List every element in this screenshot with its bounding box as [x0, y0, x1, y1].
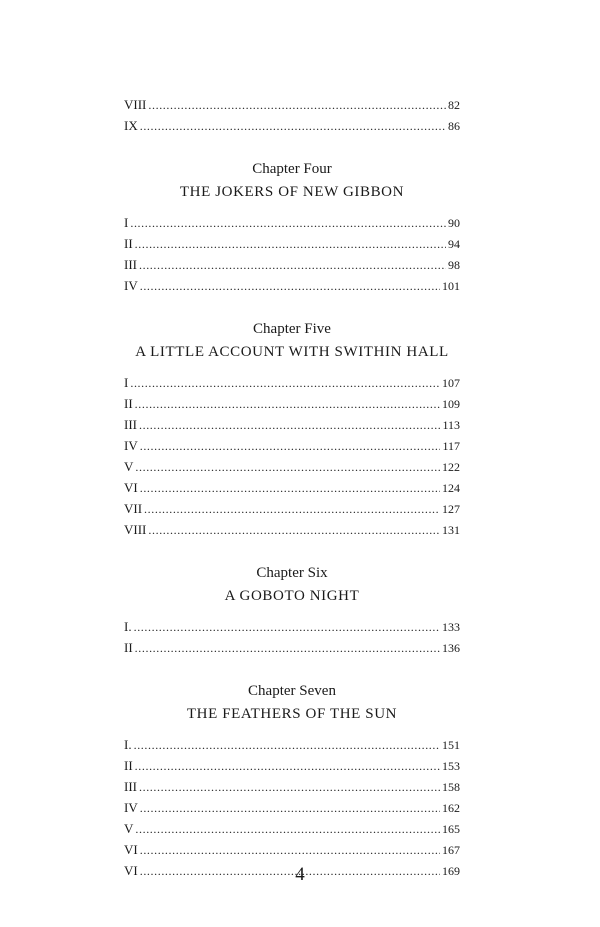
- chapter-entries: [124, 212, 460, 296]
- toc-dot-leader: [140, 798, 440, 819]
- chapter-entries: [124, 372, 460, 540]
- chapter-heading: [124, 318, 460, 364]
- toc-entry-page: 82: [448, 98, 460, 112]
- toc-entry: [124, 498, 460, 519]
- toc-dot-leader: [130, 213, 446, 234]
- toc-entry-page: 165: [442, 822, 460, 836]
- toc-entry: [124, 414, 460, 435]
- toc-entry: [124, 393, 460, 414]
- toc-entry-number: III: [124, 257, 137, 272]
- toc-entry-number: VI: [124, 480, 138, 495]
- toc-entry-number: II: [124, 236, 133, 251]
- toc-entry-number: VIII: [124, 97, 147, 112]
- toc-dot-leader: [140, 478, 440, 499]
- chapter-label: Chapter Six: [256, 565, 328, 581]
- toc-entry-page: 109: [442, 397, 460, 411]
- toc-dot-leader: [130, 373, 440, 394]
- toc-entry-page: 101: [442, 279, 460, 293]
- table-of-contents: [124, 94, 460, 881]
- toc-entry: [124, 797, 460, 818]
- chapter-label: Chapter Seven: [248, 683, 336, 699]
- page-number: 4: [295, 864, 305, 885]
- toc-entry-page: 98: [448, 258, 460, 272]
- toc-entry: [124, 818, 460, 839]
- toc-entry-page: 127: [442, 502, 460, 516]
- toc-dot-leader: [144, 499, 440, 520]
- toc-entry-page: 117: [442, 439, 460, 453]
- toc-entry-page: 113: [442, 418, 460, 432]
- toc-entry: [124, 456, 460, 477]
- chapter-heading: [124, 680, 460, 726]
- toc-dot-leader: [135, 457, 440, 478]
- toc-entry-number: V: [124, 459, 134, 474]
- toc-dot-leader: [140, 840, 440, 861]
- toc-dot-leader: [139, 255, 446, 276]
- toc-entry-page: 90: [448, 216, 460, 230]
- toc-entry: [124, 212, 460, 233]
- toc-entry: [124, 734, 460, 755]
- toc-top-entries: [124, 94, 460, 136]
- toc-dot-leader: [134, 735, 440, 756]
- toc-dot-leader: [135, 394, 440, 415]
- toc-entry-number: VI: [124, 863, 138, 878]
- chapter-title: A LITTLE ACCOUNT WITH SWITHIN HALL: [135, 344, 449, 360]
- toc-entry-number: IV: [124, 800, 138, 815]
- toc-entry-number: IV: [124, 278, 138, 293]
- toc-entry: [124, 372, 460, 393]
- toc-entry-page: 133: [442, 620, 460, 634]
- chapter-heading: [124, 158, 460, 204]
- toc-entry: [124, 637, 460, 658]
- toc-dot-leader: [140, 436, 441, 457]
- toc-entry-page: 131: [442, 523, 460, 537]
- toc-dot-leader: [135, 756, 440, 777]
- toc-entry: [124, 519, 460, 540]
- toc-entry-number: VIII: [124, 522, 147, 537]
- toc-entry-number: VI: [124, 842, 138, 857]
- toc-entry-page: 151: [442, 738, 460, 752]
- toc-entry: [124, 435, 460, 456]
- toc-entry-page: 158: [442, 780, 460, 794]
- chapter-label: Chapter Four: [252, 161, 332, 177]
- toc-entry-number: IV: [124, 438, 138, 453]
- toc-entry-page: 162: [442, 801, 460, 815]
- toc-entry-number: II: [124, 758, 133, 773]
- toc-entry-number: IX: [124, 118, 138, 133]
- chapter-label: Chapter Five: [253, 321, 331, 337]
- toc-entry-page: 124: [442, 481, 460, 495]
- chapter-title: THE FEATHERS OF THE SUN: [186, 706, 398, 722]
- chapter-heading: [124, 562, 460, 608]
- toc-dot-leader: [134, 617, 440, 638]
- toc-entry-number: V: [124, 821, 134, 836]
- toc-entry-page: 167: [442, 843, 460, 857]
- toc-dot-leader: [148, 95, 446, 116]
- toc-dot-leader: [139, 415, 440, 436]
- toc-entry-page: 122: [442, 460, 460, 474]
- toc-entry-number: I: [124, 375, 129, 390]
- toc-entry-number: I.: [124, 619, 132, 634]
- toc-entry-number: I.: [124, 737, 132, 752]
- toc-entry-number: III: [124, 417, 137, 432]
- chapter-entries: [124, 734, 460, 881]
- toc-entry-number: VII: [124, 501, 143, 516]
- toc-entry-page: 169: [442, 864, 460, 878]
- toc-entry: [124, 839, 460, 860]
- toc-entry: [124, 254, 460, 275]
- toc-entry-number: I: [124, 215, 129, 230]
- toc-entry-page: 153: [442, 759, 460, 773]
- toc-dot-leader: [140, 116, 446, 137]
- toc-entry: [124, 94, 460, 115]
- toc-dot-leader: [135, 819, 440, 840]
- toc-dot-leader: [135, 234, 446, 255]
- toc-dot-leader: [135, 638, 440, 659]
- toc-entry-number: II: [124, 396, 133, 411]
- toc-entry-page: 86: [448, 119, 460, 133]
- toc-entry: [124, 616, 460, 637]
- chapter-entries: [124, 616, 460, 658]
- toc-dot-leader: [139, 777, 440, 798]
- toc-entry: [124, 776, 460, 797]
- toc-entry-number: III: [124, 779, 137, 794]
- toc-entry: [124, 755, 460, 776]
- toc-entry: [124, 275, 460, 296]
- toc-entry-page: 136: [442, 641, 460, 655]
- toc-entry-number: II: [124, 640, 133, 655]
- toc-entry-page: 94: [448, 237, 460, 251]
- toc-entry: [124, 477, 460, 498]
- chapter-title: A GOBOTO NIGHT: [224, 588, 360, 604]
- toc-entry: [124, 115, 460, 136]
- toc-entry: [124, 233, 460, 254]
- chapter-title: THE JOKERS OF NEW GIBBON: [179, 184, 405, 200]
- toc-dot-leader: [140, 276, 440, 297]
- toc-entry-page: 107: [442, 376, 460, 390]
- toc-dot-leader: [148, 520, 440, 541]
